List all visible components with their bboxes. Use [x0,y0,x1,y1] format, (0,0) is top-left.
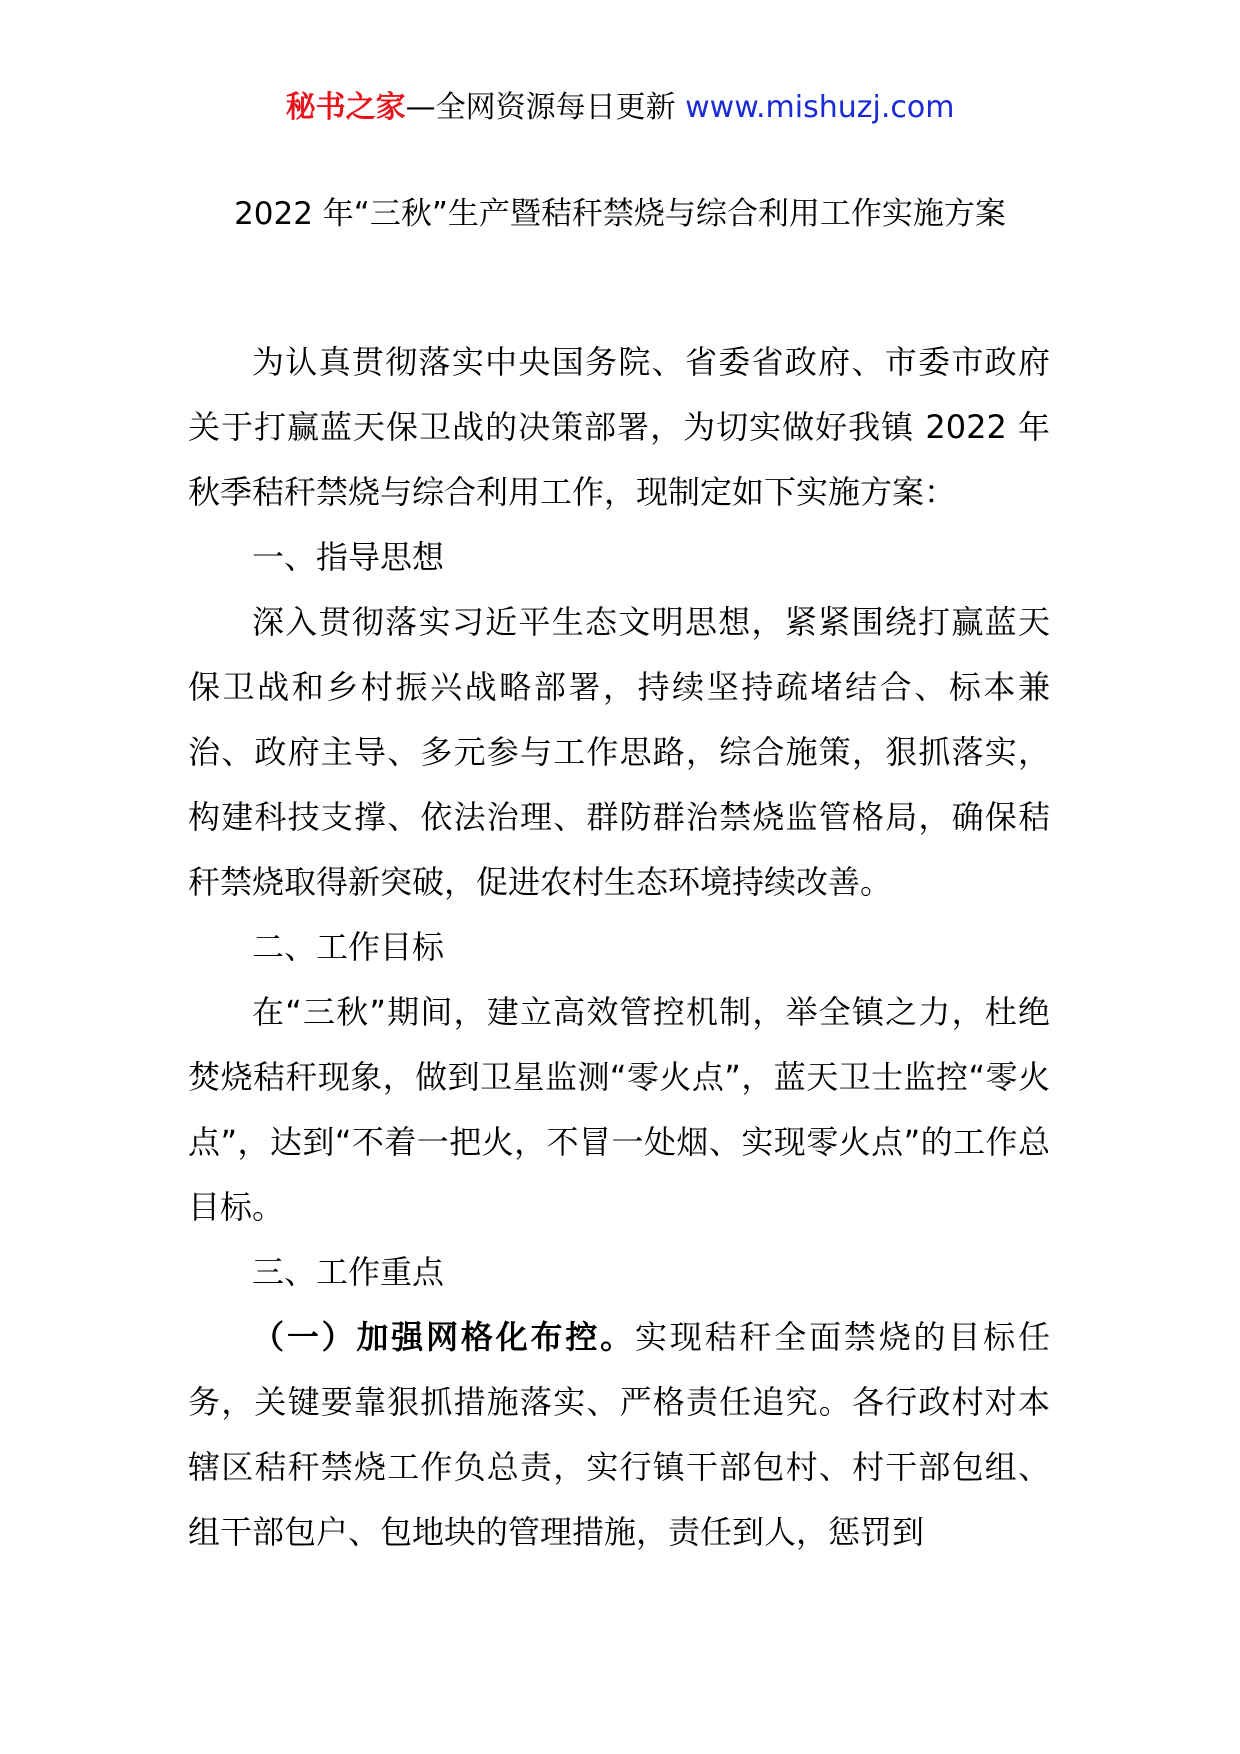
brand-name: 秘书之家 [285,90,406,125]
header-tagline: —全网资源每日更新 [405,90,676,125]
intro-paragraph: 为认真贯彻落实中央国务院、省委省政府、市委市政府关于打赢蓝天保卫战的决策部署，为切实做好我镇 2022 年秋季秸秆禁烧与综合利用工作，现制定如下实施方案： [188,343,1050,511]
section-heading-work-focus: 三、工作重点 [252,1253,445,1291]
document-title: 2022 年“三秋”生产暨秸秆禁烧与综合利用工作实施方案 [234,196,1006,232]
site-header [0,88,1240,128]
site-url-link[interactable]: www.mishuzj.com [685,90,955,125]
section-paragraph-work-focus [188,1305,1050,1565]
subsection-text: 实现秸秆全面禁烧的目标任务，关键要靠狠抓措施落实、严格责任追究。各行政村对本辖区秸秆禁烧工作负总责，实行镇干部包村、村干部包组、组干部包户、包地块的管理措施，责任到人，惩罚到 [188,1318,1050,1551]
section-paragraph-work-goals: 在“三秋”期间，建立高效管控机制，举全镇之力，杜绝焚烧秸秆现象，做到卫星监测“零火点”，蓝天卫士监控“零火点”，达到“不着一把火，不冒一处烟、实现零火点”的工作总目标。 [188,993,1050,1226]
document-body [188,330,1050,1565]
section-heading-work-goals: 二、工作目标 [252,928,445,966]
section-paragraph-guiding-thought: 深入贯彻落实习近平生态文明思想，紧紧围绕打赢蓝天保卫战和乡村振兴战略部署，持续坚持疏堵结合、标本兼治、政府主导、多元参与工作思路，综合施策，狠抓落实，构建科技支撑、依法治理、群防群治禁烧监管格局，确保秸秆禁烧取得新突破，促进农村生态环境持续改善。 [188,603,1050,901]
section-heading-guiding-thought: 一、指导思想 [252,538,445,576]
subsection-lead: （一）加强网格化布控。 [252,1318,635,1356]
